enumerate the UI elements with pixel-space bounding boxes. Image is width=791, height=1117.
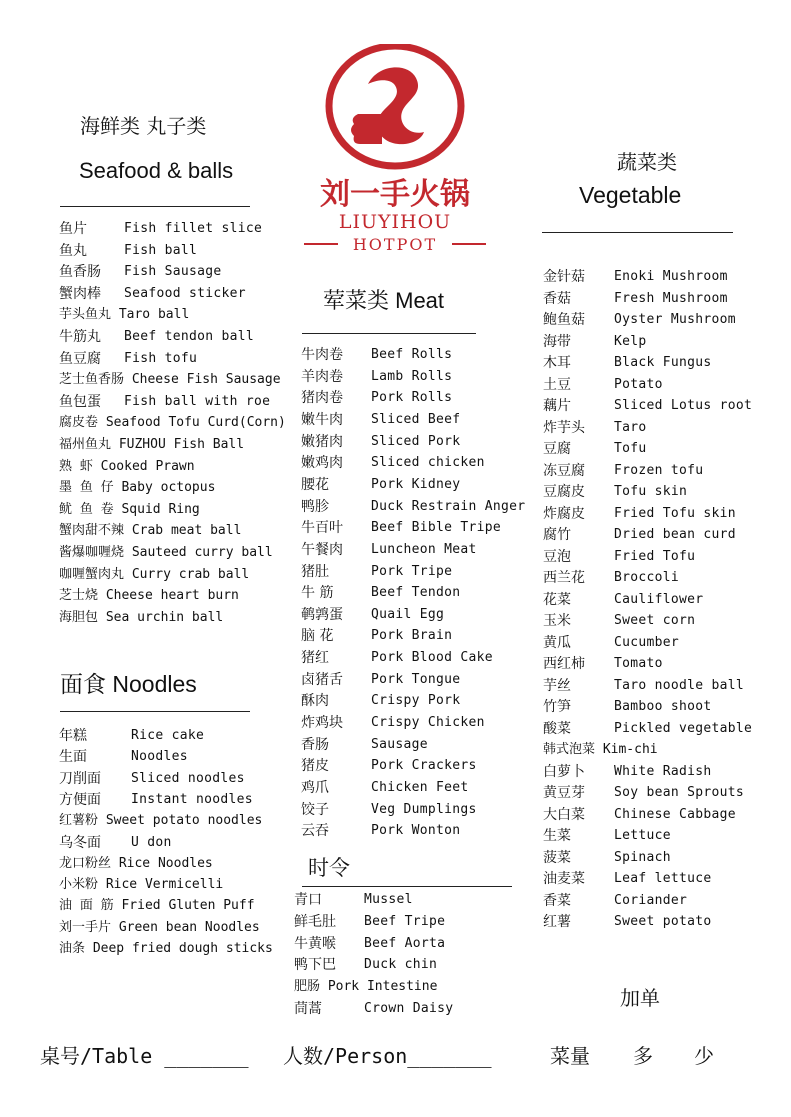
menu-item-cn: 猪肚 <box>301 563 329 580</box>
menu-item-text: 海胆包 Sea urchin ball <box>59 609 224 625</box>
menu-item-en: Tofu skin <box>614 484 688 499</box>
menu-item-cn: 海带 <box>543 333 571 350</box>
menu-item-cn: 木耳 <box>543 355 571 371</box>
menu-item-en: White Radish <box>614 763 712 779</box>
menu-item-en: Lamb Rolls <box>371 368 453 384</box>
menu-item-cn: 黄瓜 <box>543 634 571 651</box>
menu-item-text: 鱿 鱼 卷 Squid Ring <box>59 501 200 517</box>
menu-item-cn: 年糕 <box>59 728 87 744</box>
menu-item-en: Crispy Chicken <box>371 715 485 731</box>
menu-item-en: Fresh Mushroom <box>614 290 728 306</box>
menu-item-en: Tofu <box>614 441 647 456</box>
menu-item-en: Sliced noodles <box>131 770 245 786</box>
menu-item-cn: 豆腐皮 <box>543 484 585 500</box>
menu-item-cn: 鱼片 <box>59 221 87 237</box>
table-number-field[interactable]: 桌号/Table _______ <box>40 1044 249 1068</box>
menu-item-en: Black Fungus <box>614 355 712 370</box>
menu-item-cn: 大白菜 <box>543 806 585 823</box>
menu-item-en: Beef tendon ball <box>124 329 255 344</box>
menu-item-en: Luncheon Meat <box>371 541 477 557</box>
menu-item-en: Tomato <box>614 656 663 671</box>
menu-item-en: Duck chin <box>364 957 438 973</box>
menu-item-en: Sliced chicken <box>371 455 485 471</box>
seafood-title-cn: 海鲜类 丸子类 <box>80 114 207 138</box>
quantity-more-option[interactable]: 多 <box>633 1044 653 1068</box>
menu-item-en: Sliced Beef <box>371 411 461 427</box>
menu-item-en: Sliced Pork <box>371 433 461 449</box>
quantity-less-option[interactable]: 少 <box>694 1044 714 1068</box>
menu-item-en: Pork Brain <box>371 628 453 644</box>
menu-item-cn: 猪皮 <box>301 758 329 775</box>
menu-item-text: 咖喱蟹肉丸 Curry crab ball <box>59 566 250 582</box>
menu-item-text: 腐皮卷 Seafood Tofu Curd(Corn) <box>59 415 286 431</box>
menu-item-en: Leaf lettuce <box>614 871 712 886</box>
menu-item-text: 熟 虾 Cooked Prawn <box>59 458 195 474</box>
menu-item-en: Kelp <box>614 333 647 349</box>
menu-item-cn: 腰花 <box>301 476 329 493</box>
menu-item-en: U don <box>131 834 172 850</box>
menu-item-cn: 鱼包蛋 <box>59 393 101 410</box>
menu-item-cn: 蟹肉棒 <box>59 285 101 302</box>
menu-item-en: Chicken Feet <box>371 780 469 795</box>
seafood-divider <box>60 206 250 207</box>
menu-item-text: 芝士烧 Cheese heart burn <box>59 588 239 604</box>
menu-item-text: 红薯粉 Sweet potato noodles <box>59 813 263 829</box>
menu-item-en: Duck Restrain Anger <box>371 498 526 514</box>
menu-item-cn: 云吞 <box>301 823 329 840</box>
brand-name-cn: 刘一手火锅 <box>320 177 470 212</box>
menu-item-cn: 白萝卜 <box>543 763 585 780</box>
menu-item-en: Cucumber <box>614 634 680 650</box>
menu-item-cn: 鱼豆腐 <box>59 350 101 367</box>
menu-item-en: Veg Dumplings <box>371 801 477 817</box>
person-count-field[interactable]: 人数/Person_______ <box>283 1044 492 1068</box>
menu-item-en: Quail Egg <box>371 606 445 622</box>
menu-item-cn: 脑 花 <box>301 628 334 645</box>
menu-item-en: Potato <box>614 376 663 392</box>
menu-item-cn: 酥肉 <box>301 693 329 710</box>
menu-item-en: Frozen tofu <box>614 462 704 478</box>
menu-item-cn: 芋丝 <box>543 677 571 694</box>
menu-item-cn: 鸭胗 <box>301 498 329 515</box>
menu-item-cn: 嫩猪肉 <box>301 433 343 450</box>
meat-divider <box>302 333 476 334</box>
menu-item-en: Beef Aorta <box>364 935 446 951</box>
menu-item-en: Taro <box>614 419 647 435</box>
menu-item-cn: 午餐肉 <box>301 541 343 558</box>
menu-item-cn: 嫩鸡肉 <box>301 455 343 472</box>
menu-item-en: Chinese Cabbage <box>614 806 736 822</box>
menu-item-text: 墨 鱼 仔 Baby octopus <box>59 480 216 496</box>
menu-item-cn: 生菜 <box>543 828 571 844</box>
menu-item-text: 龙口粉丝 Rice Noodles <box>59 855 213 871</box>
menu-item-en: Coriander <box>614 892 688 908</box>
menu-item-cn: 生面 <box>59 749 87 766</box>
menu-item-cn: 鸭下巴 <box>294 957 336 974</box>
menu-item-text: 芝士鱼香肠 Cheese Fish Sausage <box>59 372 281 388</box>
menu-item-cn: 刀削面 <box>59 770 101 787</box>
menu-item-cn: 乌冬面 <box>59 834 101 851</box>
menu-item-en: Soy bean Sprouts <box>614 785 745 800</box>
menu-item-cn: 炸芋头 <box>543 419 585 436</box>
vegetable-divider <box>542 232 733 233</box>
menu-item-text: 韩式泡菜 Kim-chi <box>543 742 658 757</box>
logo-thumb-icon <box>351 114 382 144</box>
menu-item-cn: 鱼丸 <box>59 242 87 259</box>
menu-item-cn: 豆腐 <box>543 441 571 457</box>
seasonal-title: 时令 <box>308 856 350 880</box>
menu-item-cn: 羊肉卷 <box>301 368 343 385</box>
menu-item-en: Dried bean curd <box>614 527 736 542</box>
menu-item-cn: 油麦菜 <box>543 871 585 887</box>
brand-name-en: LIUYIHOU <box>338 211 452 233</box>
menu-item-cn: 鲍鱼菇 <box>543 312 585 328</box>
menu-item-cn: 西红柿 <box>543 656 585 672</box>
menu-item-en: Lettuce <box>614 828 671 843</box>
menu-item-en: Pickled vegetable <box>614 720 753 736</box>
menu-item-cn: 牛肉卷 <box>301 347 343 363</box>
menu-item-en: Crispy Pork <box>371 693 461 709</box>
menu-item-en: Beef Tendon <box>371 585 461 601</box>
menu-item-en: Fried Tofu <box>614 548 696 564</box>
menu-item-en: Oyster Mushroom <box>614 312 736 327</box>
menu-item-text: 肥肠 Pork Intestine <box>294 979 438 995</box>
menu-item-text: 蟹肉甜不辣 Crab meat ball <box>59 523 242 539</box>
menu-item-en: Fish Sausage <box>124 264 222 280</box>
menu-item-en: Pork Tripe <box>371 563 453 579</box>
menu-item-en: Crown Daisy <box>364 1001 454 1016</box>
menu-item-cn: 腐竹 <box>543 527 571 543</box>
menu-item-text: 芋头鱼丸 Taro ball <box>59 307 190 323</box>
menu-item-cn: 香菜 <box>543 892 571 909</box>
menu-item-cn: 鲜毛肚 <box>294 913 336 930</box>
menu-item-cn: 牛百叶 <box>301 520 343 537</box>
menu-item-cn: 牛黄喉 <box>294 935 336 952</box>
menu-item-en: Beef Tripe <box>364 913 446 929</box>
menu-item-cn: 土豆 <box>543 376 571 393</box>
menu-item-cn: 玉米 <box>543 613 571 629</box>
menu-item-en: Taro noodle ball <box>614 677 745 693</box>
noodles-divider <box>60 711 250 712</box>
menu-item-en: Pork Blood Cake <box>371 650 493 666</box>
menu-item-en: Fish fillet slice <box>124 221 263 236</box>
menu-item-cn: 藕片 <box>543 398 571 414</box>
menu-item-cn: 牛 筋 <box>301 585 334 602</box>
menu-item-en: Enoki Mushroom <box>614 269 728 284</box>
menu-item-en: Bamboo shoot <box>614 699 712 714</box>
menu-item-cn: 炸鸡块 <box>301 715 343 732</box>
menu-item-en: Mussel <box>364 892 413 907</box>
menu-item-en: Pork Wonton <box>371 823 461 839</box>
menu-item-cn: 鹌鹑蛋 <box>301 606 343 623</box>
menu-item-en: Sweet corn <box>614 613 696 628</box>
extra-order-label: 加单 <box>620 986 660 1010</box>
menu-item-cn: 猪红 <box>301 650 329 667</box>
menu-item-cn: 鱼香肠 <box>59 264 101 281</box>
menu-item-en: Fish tofu <box>124 350 198 366</box>
menu-item-cn: 菠菜 <box>543 849 571 866</box>
menu-item-en: Noodles <box>131 749 188 765</box>
menu-item-text: 小米粉 Rice Vermicelli <box>59 877 224 893</box>
menu-item-cn: 金针菇 <box>543 269 585 285</box>
menu-item-cn: 豆泡 <box>543 548 571 565</box>
menu-item-cn: 酸菜 <box>543 720 571 737</box>
menu-item-en: Fish ball with roe <box>124 393 271 409</box>
menu-item-en: Sliced Lotus root <box>614 398 753 413</box>
menu-item-en: Broccoli <box>614 570 680 585</box>
seasonal-divider <box>302 886 512 887</box>
menu-item-en: Cauliflower <box>614 591 704 607</box>
menu-item-text: 福州鱼丸 FUZHOU Fish Ball <box>59 437 245 452</box>
menu-item-en: Beef Rolls <box>371 347 453 362</box>
menu-item-en: Seafood sticker <box>124 285 246 301</box>
menu-item-text: 酱爆咖喱烧 Sauteed curry ball <box>59 545 273 560</box>
menu-item-en: Instant noodles <box>131 791 253 807</box>
menu-item-cn: 竹笋 <box>543 699 571 715</box>
menu-item-cn: 猪肉卷 <box>301 390 343 407</box>
menu-item-cn: 花菜 <box>543 591 571 608</box>
menu-item-cn: 炸腐皮 <box>543 505 585 522</box>
menu-item-cn: 饺子 <box>301 801 329 818</box>
menu-item-cn: 红薯 <box>543 914 571 930</box>
vegetable-title-cn: 蔬菜类 <box>617 150 677 174</box>
menu-item-cn: 香肠 <box>301 736 329 753</box>
menu-item-cn: 卤猪舌 <box>301 671 343 688</box>
menu-item-cn: 黄豆芽 <box>543 785 585 801</box>
menu-item-cn: 茼蒿 <box>294 1001 322 1017</box>
menu-item-en: Pork Crackers <box>371 758 477 774</box>
menu-item-en: Fried Tofu skin <box>614 505 736 521</box>
brand-logo <box>298 44 492 256</box>
menu-item-en: Pork Rolls <box>371 390 453 406</box>
quantity-label: 菜量 <box>550 1044 590 1068</box>
menu-item-cn: 方便面 <box>59 791 101 808</box>
vegetable-title-en: Vegetable <box>579 182 682 208</box>
menu-item-cn: 冻豆腐 <box>543 462 585 479</box>
noodles-title: 面食 Noodles <box>60 671 197 697</box>
menu-item-en: Pork Tongue <box>371 671 461 687</box>
menu-item-text: 刘一手片 Green bean Noodles <box>59 919 260 935</box>
menu-item-cn: 牛筋丸 <box>59 329 101 345</box>
menu-item-en: Sausage <box>371 736 428 752</box>
menu-item-en: Fish ball <box>124 242 198 258</box>
menu-item-cn: 香菇 <box>543 290 571 307</box>
menu-item-en: Beef Bible Tripe <box>371 520 502 536</box>
meat-title: 荤菜类 Meat <box>323 288 445 313</box>
menu-item-cn: 青口 <box>294 892 322 908</box>
menu-item-text: 油 面 筋 Fried Gluten Puff <box>59 898 255 914</box>
menu-item-en: Rice cake <box>131 728 205 743</box>
menu-item-cn: 嫩牛肉 <box>301 411 343 428</box>
menu-item-cn: 西兰花 <box>543 570 585 586</box>
menu-item-en: Pork Kidney <box>371 476 461 492</box>
seafood-title-en: Seafood & balls <box>79 158 234 183</box>
brand-sub-en: HOTPOT <box>352 235 438 254</box>
menu-item-text: 油条 Deep fried dough sticks <box>59 941 273 956</box>
menu-item-cn: 鸡爪 <box>301 780 329 796</box>
menu-item-en: Sweet potato <box>614 914 712 929</box>
menu-item-en: Spinach <box>614 849 671 865</box>
